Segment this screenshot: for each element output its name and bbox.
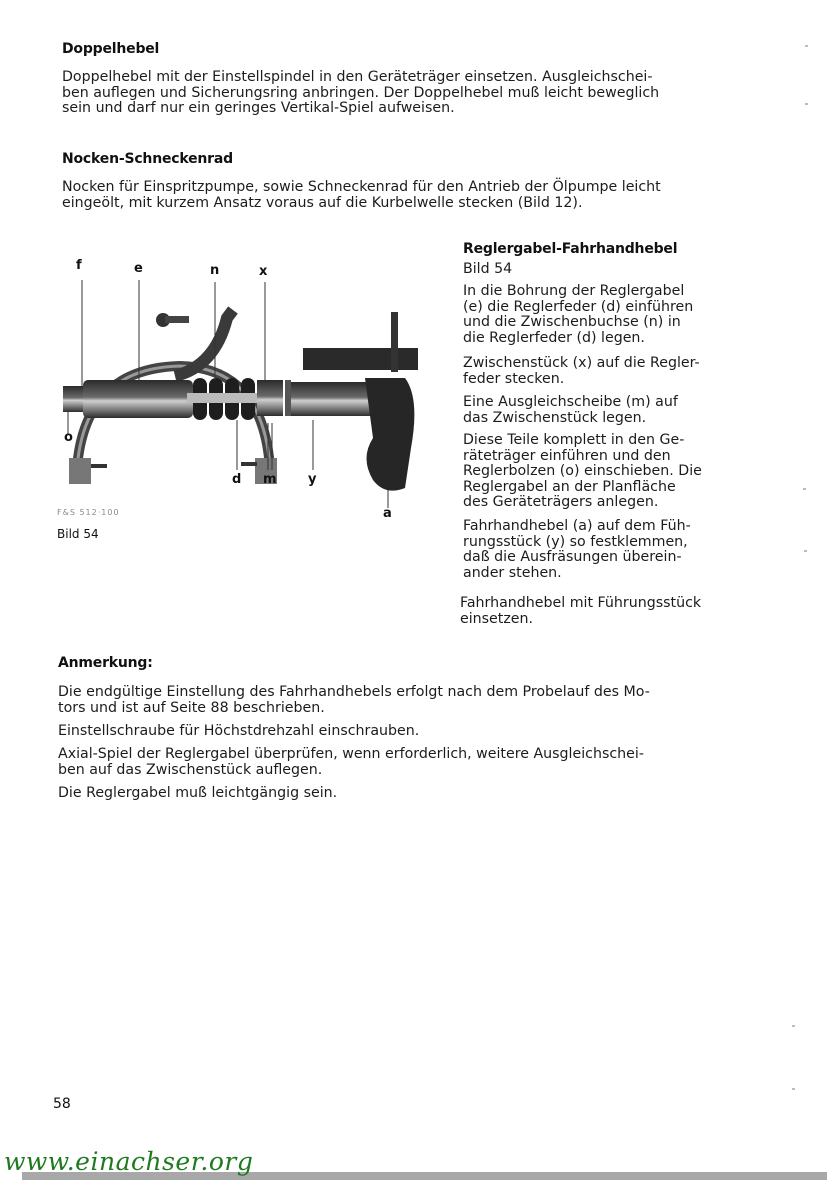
text-line: Fahrhandhebel mit Führungsstück xyxy=(460,595,702,611)
figure-code: F&S 512·100 xyxy=(57,508,120,517)
page-number: 58 xyxy=(53,1096,71,1112)
text-line: ben auflegen und Sicherungsring anbringen. Der Doppelhebel muß leicht beweglich xyxy=(62,84,660,101)
text-line: ben auf das Zwischenstück auflegen. xyxy=(58,761,323,778)
governor-fork-photo xyxy=(55,248,445,520)
text-line: räteträger einführen und den xyxy=(463,447,671,464)
text-line: das Zwischenstück legen. xyxy=(463,409,647,426)
paragraph-anmerkung-2 xyxy=(58,724,718,740)
text-line: Eine Ausgleichscheibe (m) auf xyxy=(463,394,678,410)
text-line: Die Reglergabel muß leichtgängig sein. xyxy=(58,785,338,801)
paragraph-anmerkung-1 xyxy=(58,685,718,716)
text-line: sein und darf nur ein geringes Vertikal-Spiel aufweisen. xyxy=(62,100,455,116)
text-line: Reglerbolzen (o) einschieben. Die xyxy=(463,463,702,479)
text-line: Axial-Spiel der Reglergabel überprüfen, wenn erforderlich, weitere Ausgleichschei- xyxy=(58,746,644,762)
paragraph-reglergabel-5 xyxy=(463,519,717,581)
text-line: daß die Ausfräsungen überein- xyxy=(463,549,682,565)
figure-label-x: x xyxy=(259,264,268,279)
figure-label-a: a xyxy=(383,506,392,521)
text-line: die Reglerfeder (d) legen. xyxy=(463,329,645,346)
lever-arm xyxy=(303,348,418,370)
paragraph-anmerkung-4 xyxy=(58,786,718,802)
text-line: Reglergabel an der Planfläche xyxy=(463,478,676,495)
text-line: (e) die Reglerfeder (d) einführen xyxy=(463,298,694,315)
heading-nocken-schneckenrad: Nocken-Schneckenrad xyxy=(62,151,233,167)
scan-speck xyxy=(803,488,806,490)
text-line: Die endgültige Einstellung des Fahrhandhebels erfolgt nach dem Probelauf des Mo- xyxy=(58,684,650,700)
regler-bolzen xyxy=(63,386,85,412)
paragraph-anmerkung-3 xyxy=(58,747,718,778)
figure-label-y: y xyxy=(308,472,317,487)
fork-hub xyxy=(83,380,193,418)
figure-label-m: m xyxy=(263,472,277,487)
paragraph-reglergabel-4 xyxy=(463,433,717,511)
text-line: feder stecken. xyxy=(463,370,565,387)
text-line: Diese Teile komplett in den Ge- xyxy=(463,432,685,448)
text-line: ander stehen. xyxy=(463,564,562,581)
text-line: einsetzen. xyxy=(460,610,534,627)
text-line: Zwischenstück (x) auf die Regler- xyxy=(463,355,700,371)
paragraph-nocken xyxy=(62,180,718,211)
text-line: Doppelhebel mit der Einstellspindel in den Geräteträger einsetzen. Ausgleichschei- xyxy=(62,69,653,85)
paragraph-doppelhebel xyxy=(62,70,718,117)
figure-bild-54 xyxy=(55,248,445,520)
scan-speck xyxy=(804,550,807,552)
scan-speck xyxy=(792,1088,795,1090)
paragraph-reglergabel-3 xyxy=(463,395,717,426)
zwischenstueck xyxy=(257,380,283,416)
text-line: Einstellschraube für Höchstdrehzahl einschrauben. xyxy=(58,723,420,739)
text-line: tors und ist auf Seite 88 beschrieben. xyxy=(58,699,325,716)
figure-caption: Bild 54 xyxy=(57,527,99,541)
text-line: Nocken für Einspritzpumpe, sowie Schneckenrad für den Antrieb der Ölpumpe leicht xyxy=(62,179,661,195)
heading-doppelhebel: Doppelhebel xyxy=(62,41,160,57)
paragraph-reglergabel-1 xyxy=(463,284,717,346)
text-line: Fahrhandhebel (a) auf dem Füh- xyxy=(463,518,691,534)
scan-speck xyxy=(792,1025,795,1027)
text-line: des Geräteträgers anlegen. xyxy=(463,494,659,510)
figure-label-f: f xyxy=(76,258,82,273)
text-line: rungsstück (y) so festklemmen, xyxy=(463,533,688,550)
ausgleichscheibe xyxy=(285,380,291,416)
paragraph-reglergabel-2 xyxy=(463,356,717,387)
heading-reglergabel-fahrhandhebel: Reglergabel-Fahrhandhebel xyxy=(463,241,678,257)
scan-speck xyxy=(805,45,808,47)
text-line: eingeölt, mit kurzem Ansatz voraus auf die Kurbelwelle stecken (Bild 12). xyxy=(62,194,583,211)
watermark-link[interactable]: www.einachser.org xyxy=(4,1147,254,1176)
paragraph-reglergabel-6 xyxy=(460,596,714,627)
heading-anmerkung: Anmerkung: xyxy=(58,655,153,671)
fork-foot-left xyxy=(69,458,91,484)
fahrhandhebel xyxy=(365,378,414,491)
figure-label-o: o xyxy=(64,430,73,445)
figure-label-n: n xyxy=(210,263,220,278)
figure-label-d: d xyxy=(232,472,242,487)
fuehrungsstueck xyxy=(291,382,371,416)
text-line: und die Zwischenbuchse (n) in xyxy=(463,314,681,330)
scan-speck xyxy=(805,103,808,105)
figure-label-e: e xyxy=(134,261,143,276)
text-line: In die Bohrung der Reglergabel xyxy=(463,283,685,299)
subtitle-bild-54: Bild 54 xyxy=(463,261,513,277)
